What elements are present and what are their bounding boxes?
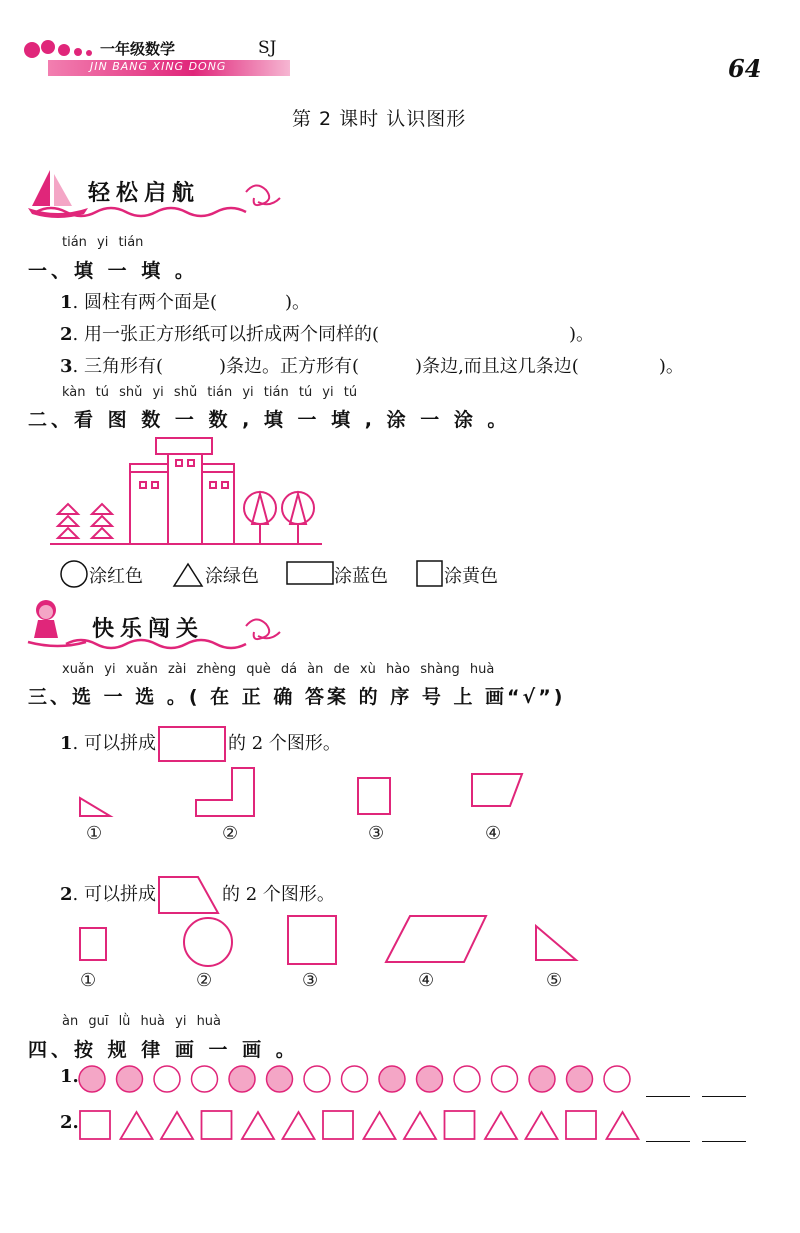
banner-title-1: 轻松启航 bbox=[88, 181, 201, 206]
target-trapezoid-shape bbox=[158, 876, 220, 914]
question-3-1 bbox=[60, 726, 341, 762]
question-1-1 bbox=[60, 288, 310, 314]
triangle-shape bbox=[121, 1112, 153, 1139]
triangle-shape bbox=[404, 1112, 436, 1139]
section4-pinyin: àn guī lǜ huà yi huà bbox=[62, 1014, 222, 1029]
question-text-end: )。 bbox=[285, 292, 311, 313]
legend-yellow: 涂黄色 bbox=[444, 566, 498, 587]
legend-rectangle-icon bbox=[286, 560, 336, 588]
question-number: 1 bbox=[60, 292, 73, 313]
q1-option-3[interactable]: ③ bbox=[368, 823, 385, 844]
page-number: 64 bbox=[728, 54, 762, 83]
question-text: )条边,而且这几条边( bbox=[415, 356, 579, 377]
empty-circle-shape bbox=[192, 1066, 218, 1092]
q1-shapes bbox=[70, 760, 550, 820]
question-1-2 bbox=[60, 320, 594, 346]
filled-circle-shape bbox=[229, 1066, 255, 1092]
wave-ornament bbox=[36, 172, 286, 217]
square-shape bbox=[566, 1111, 596, 1139]
question-text: . 用一张正方形纸可以折成两个同样的( bbox=[72, 324, 379, 345]
question-1-3 bbox=[60, 352, 684, 378]
empty-circle-shape bbox=[604, 1066, 630, 1092]
square-shape bbox=[80, 1111, 110, 1139]
pattern-row-1 bbox=[78, 1063, 648, 1097]
question-number: 1 bbox=[60, 733, 73, 754]
section4-heading: 四、按 规 律 画 一 画 。 bbox=[28, 1039, 299, 1061]
section1-pinyin: tián yi tián bbox=[62, 235, 144, 250]
question-text: . 圆柱有两个面是( bbox=[72, 292, 217, 313]
wave-ornament bbox=[36, 606, 286, 651]
square-shape bbox=[202, 1111, 232, 1139]
empty-circle-shape bbox=[304, 1066, 330, 1092]
question-3-2 bbox=[60, 876, 335, 914]
triangle-shape bbox=[526, 1112, 558, 1139]
question-text: . 可以拼成 bbox=[72, 884, 156, 905]
question-text: . 三角形有( bbox=[72, 356, 163, 377]
q2-shapes bbox=[70, 912, 590, 972]
slogan-text: JIN BANG XING DONG bbox=[90, 60, 227, 73]
filled-circle-shape bbox=[79, 1066, 105, 1092]
question-number: 2 bbox=[60, 884, 73, 905]
triangle-shape bbox=[242, 1112, 274, 1139]
question-number: 3 bbox=[60, 356, 73, 377]
filled-circle-shape bbox=[567, 1066, 593, 1092]
filled-circle-shape bbox=[117, 1066, 143, 1092]
answer-line-1b[interactable] bbox=[702, 1096, 746, 1097]
section3-heading: 三、选 一 选 。( 在 正 确 答案 的 序 号 上 画“√”) bbox=[28, 686, 566, 708]
question-text-end: 的 2 个图形。 bbox=[221, 884, 335, 905]
question-text-end: )。 bbox=[569, 324, 595, 345]
triangle-shape bbox=[607, 1112, 639, 1139]
legend-red: 涂红色 bbox=[89, 566, 143, 587]
q2-option-1[interactable]: ① bbox=[80, 970, 97, 991]
question-text: )条边。正方形有( bbox=[219, 356, 360, 377]
q1-option-1[interactable]: ① bbox=[86, 823, 103, 844]
q1-option-2[interactable]: ② bbox=[222, 823, 239, 844]
empty-circle-shape bbox=[342, 1066, 368, 1092]
empty-circle-shape bbox=[454, 1066, 480, 1092]
legend-triangle-icon bbox=[172, 562, 204, 590]
legend-blue: 涂蓝色 bbox=[334, 566, 388, 587]
pattern-row-2-label: 2. bbox=[60, 1112, 79, 1133]
question-number: 2 bbox=[60, 324, 73, 345]
legend-green: 涂绿色 bbox=[205, 566, 259, 587]
empty-circle-shape bbox=[492, 1066, 518, 1092]
q2-option-3[interactable]: ③ bbox=[302, 970, 319, 991]
q1-option-4[interactable]: ④ bbox=[485, 823, 502, 844]
question-text: . 可以拼成 bbox=[72, 733, 156, 754]
triangle-shape bbox=[485, 1112, 517, 1139]
legend-square-icon bbox=[416, 560, 446, 590]
section1-heading: 一、填 一 填 。 bbox=[28, 260, 198, 282]
section3-pinyin: xuǎn yi xuǎn zài zhèng què dá àn de xù hào shàng huà bbox=[62, 662, 495, 677]
square-shape bbox=[445, 1111, 475, 1139]
q2-option-4[interactable]: ④ bbox=[418, 970, 435, 991]
question-text-end: 的 2 个图形。 bbox=[227, 733, 341, 754]
filled-circle-shape bbox=[267, 1066, 293, 1092]
answer-line-1a[interactable] bbox=[646, 1096, 690, 1097]
edition-label: SJ bbox=[258, 38, 277, 58]
section2-pinyin: kàn tú shǔ yi shǔ tián yi tián tú yi tú bbox=[62, 385, 358, 400]
triangle-shape bbox=[283, 1112, 315, 1139]
q2-option-5[interactable]: ⑤ bbox=[546, 970, 563, 991]
pattern-row-2 bbox=[78, 1109, 648, 1143]
answer-line-2b[interactable] bbox=[702, 1141, 746, 1142]
lesson-title: 第 2 课时 认识图形 bbox=[292, 108, 467, 130]
empty-circle-shape bbox=[154, 1066, 180, 1092]
answer-line-2a[interactable] bbox=[646, 1141, 690, 1142]
target-rectangle-shape bbox=[158, 726, 226, 762]
legend-circle-icon bbox=[60, 560, 90, 590]
filled-circle-shape bbox=[379, 1066, 405, 1092]
filled-circle-shape bbox=[417, 1066, 443, 1092]
building-figure bbox=[50, 432, 350, 552]
square-shape bbox=[323, 1111, 353, 1139]
series-title: 一年级数学 bbox=[100, 40, 176, 58]
triangle-shape bbox=[161, 1112, 193, 1139]
pattern-row-1-label: 1. bbox=[60, 1066, 79, 1087]
filled-circle-shape bbox=[529, 1066, 555, 1092]
triangle-shape bbox=[364, 1112, 396, 1139]
question-text-end: )。 bbox=[658, 356, 684, 377]
banner-title-2: 快乐闯关 bbox=[92, 617, 205, 642]
section2-heading: 二、看 图 数 一 数 , 填 一 填 , 涂 一 涂 。 bbox=[28, 409, 511, 431]
q2-option-2[interactable]: ② bbox=[196, 970, 213, 991]
